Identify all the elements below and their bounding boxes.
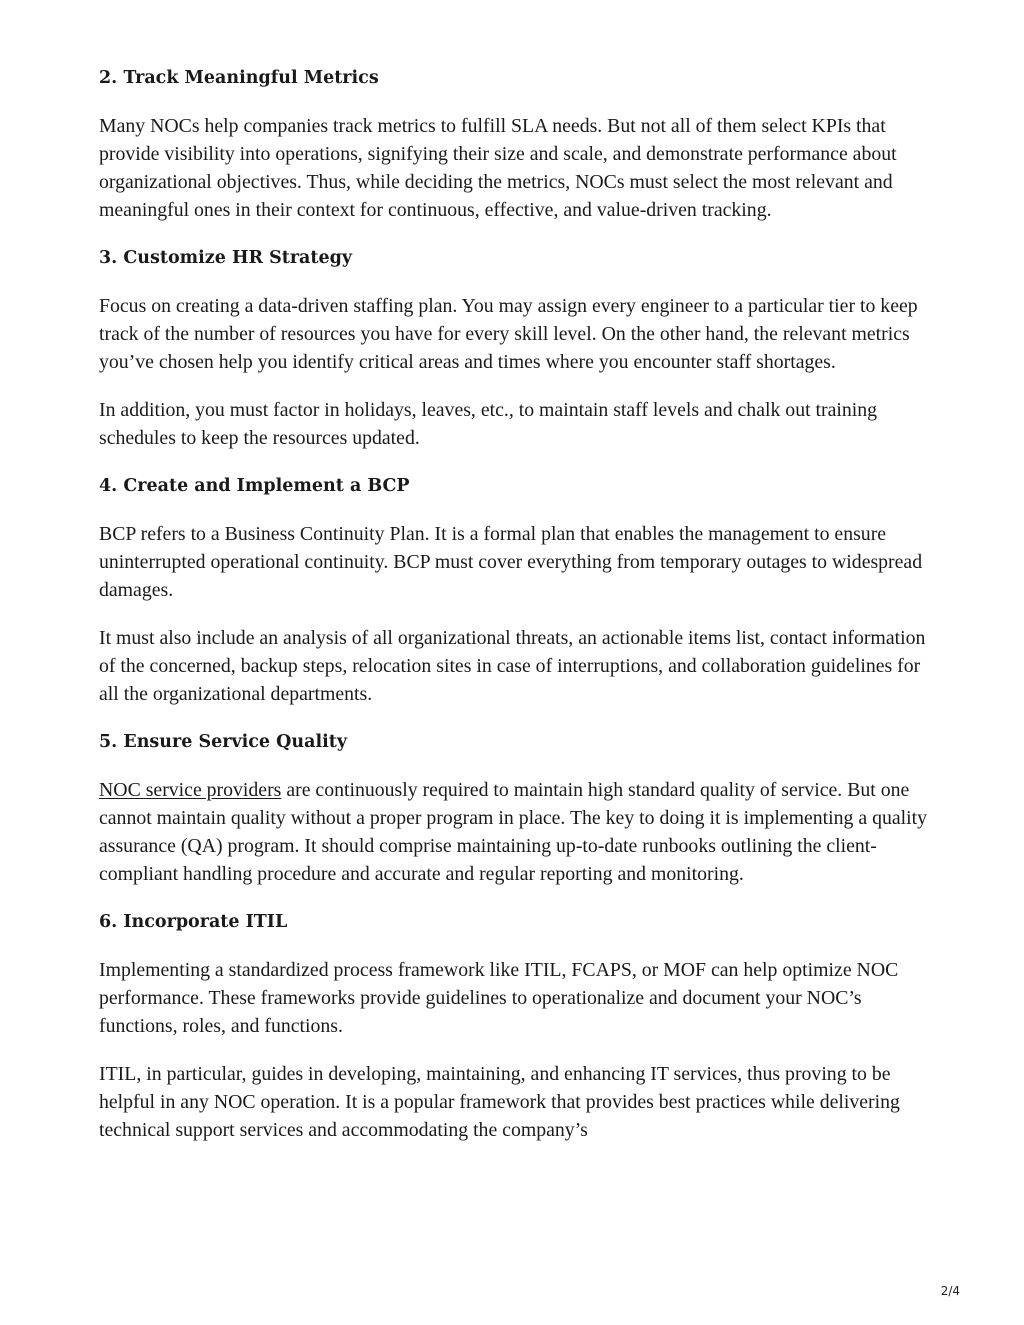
paragraph-text: are continuously required to maintain high standard quality of service. But one cannot maintain quality without a proper program in place. The key to doing it is implementing a quality assurance (QA) program. It should comprise maintaining up-to-date runbooks outlining the client-compliant handling procedure and accurate and regular reporting and monitoring.: [99, 779, 928, 885]
section-heading: 6. Incorporate ITIL: [99, 912, 288, 932]
section-paragraph: BCP refers to a Business Continuity Plan. It is a formal plan that enables the management to ensure uninterrupted operational continuity. BCP must cover everything from temporary outages to widespread damages.: [99, 523, 923, 601]
section-heading: 2. Track Meaningful Metrics: [99, 68, 379, 88]
section-paragraph: ITIL, in particular, guides in developing, maintaining, and enhancing IT services, thus proving to be helpful in any NOC operation. It is a popular framework that provides best practices while delivering technical support services and accommodating the company’s: [99, 1063, 900, 1141]
section-heading: 5. Ensure Service Quality: [99, 732, 347, 752]
section-heading: 4. Create and Implement a BCP: [99, 476, 410, 496]
page-number: 2/4: [940, 1284, 960, 1298]
section-paragraph: Implementing a standardized process framework like ITIL, FCAPS, or MOF can help optimize NOC performance. These frameworks provide guidelines to operationalize and document your NOC’s functions, roles, and functions.: [99, 959, 899, 1037]
section-paragraph: It must also include an analysis of all organizational threats, an actionable items list, contact information of the concerned, backup steps, relocation sites in case of interruptions, and collaboration guidelines for all the organizational departments.: [99, 627, 926, 705]
noc-service-providers-link[interactable]: NOC service providers: [99, 779, 282, 801]
section-heading: 3. Customize HR Strategy: [99, 248, 353, 268]
section-paragraph: Focus on creating a data-driven staffing plan. You may assign every engineer to a particular tier to keep track of the number of resources you have for every skill level. On the other hand, the relevant metrics you’ve chosen help you identify critical areas and times where you encounter staff shortages.: [99, 295, 918, 373]
section-paragraph: [99, 776, 929, 888]
section-paragraph: In addition, you must factor in holidays, leaves, etc., to maintain staff levels and chalk out training schedules to keep the resources updated.: [99, 399, 878, 449]
document-body: [99, 64, 929, 1164]
section-paragraph: Many NOCs help companies track metrics to fulfill SLA needs. But not all of them select KPIs that provide visibility into operations, signifying their size and scale, and demonstrate performance about organizational objectives. Thus, while deciding the metrics, NOCs must select the most relevant and meaningful ones in their context for continuous, effective, and value-driven tracking.: [99, 115, 897, 221]
